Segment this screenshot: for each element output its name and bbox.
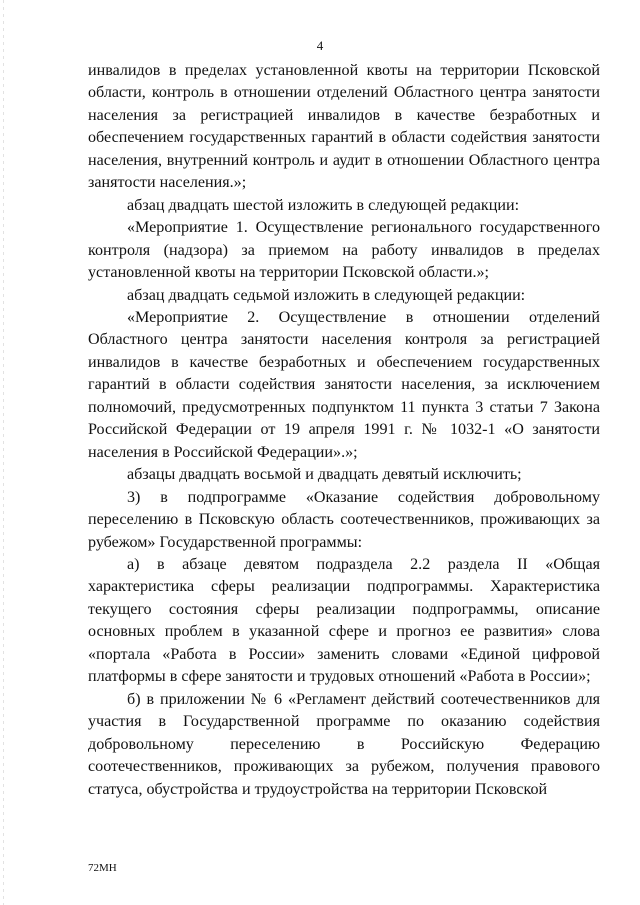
paragraph-item-a: а) в абзаце девятом подраздела 2.2 раздела II «Общая характеристика сферы реализации подпрограммы. Характеристика текущего состояния сферы реализации подпрограммы, описание основных проблем в указанной сфере и прогноз ее развития» слова «портала «Работа в России» заменить словами «Единой цифровой платформы в сфере занятости и трудовых отношений «Работа в России»;	[88, 555, 600, 686]
footer-code: 72МН	[88, 862, 117, 874]
paragraph-measure-2: «Мероприятие 2. Осуществление в отношении отделений Областного центра занятости населения контроля за регистрацией инвалидов в качестве безработных и обеспечением государственных гарантий в области содействия занятости населения, за исключением полномочий, предусмотренных подпунктом 11 пункта 3 статьи 7 Закона Российской Федерации от 19 апреля 1991 г. № 1032-1 «О занятости населения в Российской Федерации».»;	[88, 308, 600, 461]
paragraph-27th-abzac: абзац двадцать седьмой изложить в следующей редакции:	[127, 286, 526, 304]
document-body	[88, 60, 600, 801]
paragraph-item-3: 3) в подпрограмме «Оказание содействия добровольному переселению в Псковскую область соотечественников, проживающих за рубежом» Государственной программы:	[88, 488, 600, 551]
paragraph-26th-abzac: абзац двадцать шестой изложить в следующей редакции:	[127, 196, 520, 214]
paragraph-item-b: б) в приложении № 6 «Регламент действий соотечественников для участия в Государственной программе по оказанию содействия добровольному переселению в Российскую Федерацию соотечественников, проживающих за рубежом, получения правового статуса, обустройства и трудоустройства на территории Псковской	[88, 690, 600, 798]
paragraph-measure-1: «Мероприятие 1. Осуществление регионального государственного контроля (надзора) за приемом на работу инвалидов в пределах установленной квоты на территории Псковской области.»;	[88, 219, 600, 282]
paragraph-exclude-abzacs: абзацы двадцать восьмой и двадцать девятый исключить;	[127, 466, 522, 484]
page-number: 4	[316, 38, 324, 53]
scan-edge-artifact	[3, 0, 4, 905]
paragraph-continuation: инвалидов в пределах установленной квоты на территории Псковской области, контроль в отношении отделений Областного центра занятости населения за регистрацией инвалидов в качестве безработных и обеспечением государственных гарантий в области содействия занятости населения, внутренний контроль и аудит в отношении Областного центра занятости населения.»;	[88, 62, 600, 192]
